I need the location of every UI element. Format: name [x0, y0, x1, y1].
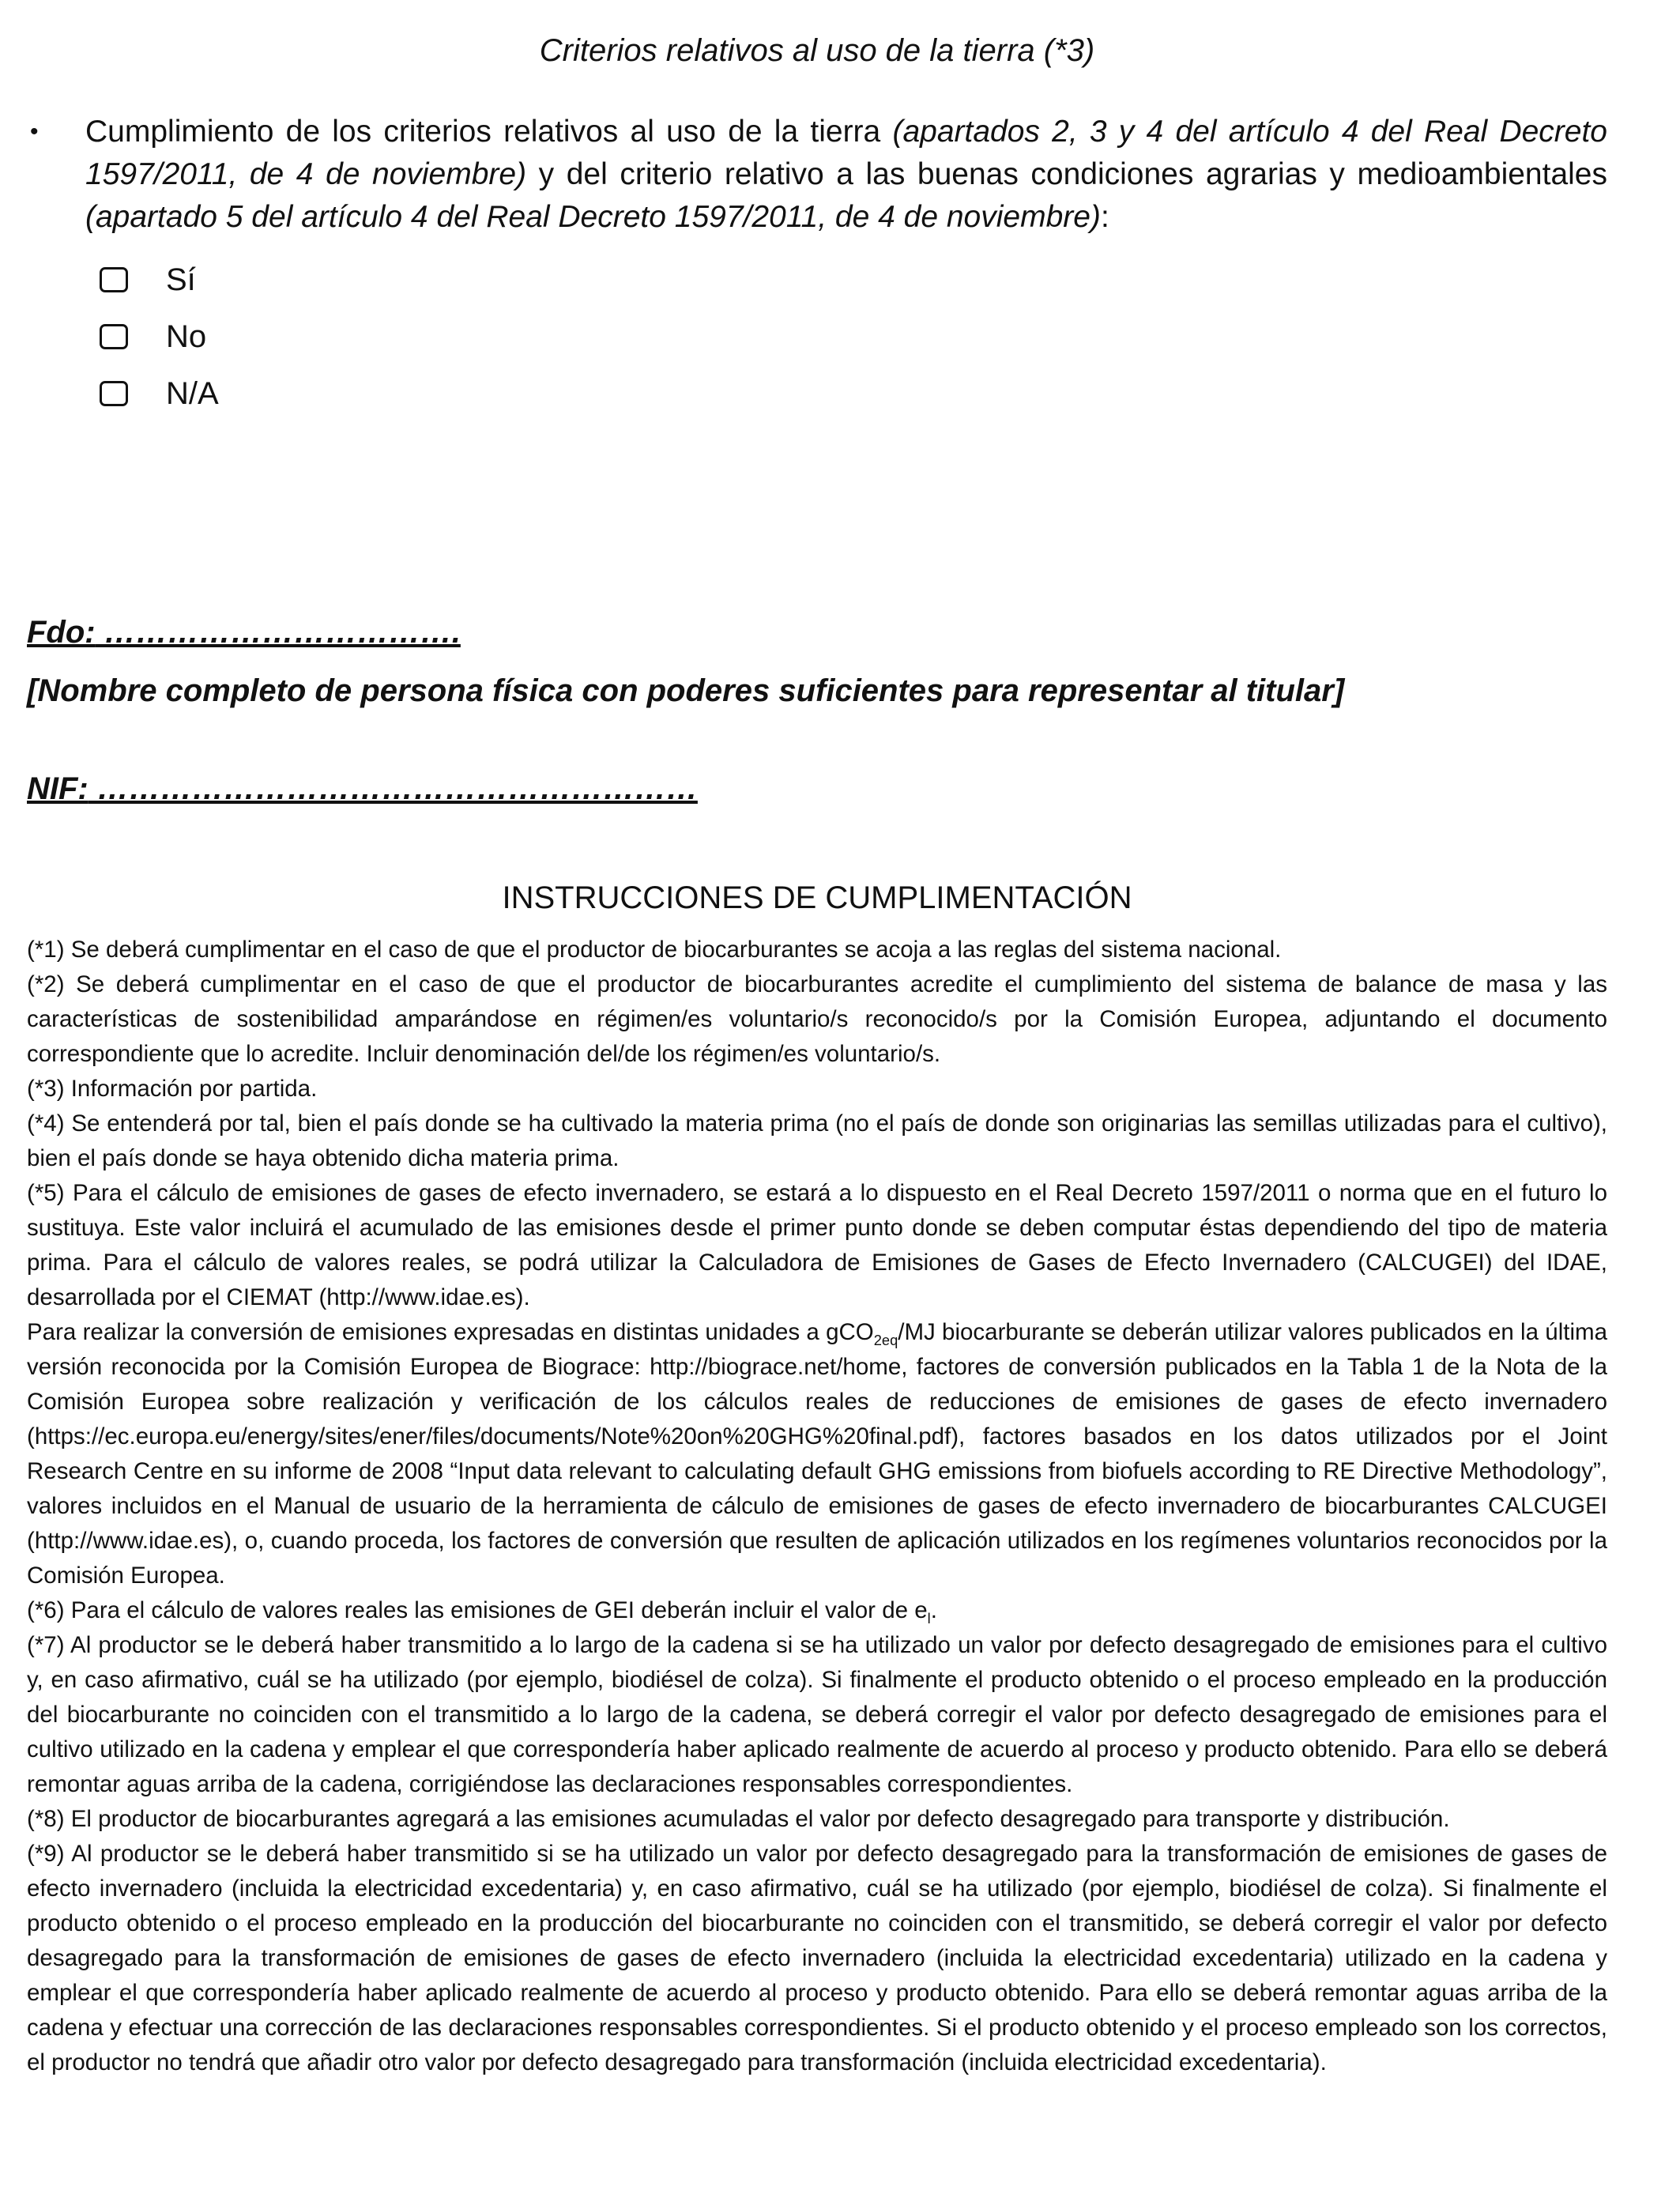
- criteria-text-colon: :: [1100, 200, 1109, 234]
- fdo-label: Fdo:: [27, 615, 96, 650]
- note-5-conversion-post: /MJ biocarburante se deberán utilizar valores publicados en la última versión reconocida por la Comisión Europea de Biograce: http://biograce.net/home, factores de conversión publicados en la Tabla 1 de la Nota de la Comisión Europea sobre realización y verificación de los cálculos reales de reducciones de emisiones de gases de efecto invernadero (https://ec.europa.eu/energy/sites/ener/files/documents/Note%20on%20GHG%20final.pdf), factores basados en los datos utilizados por el Joint Research Centre en su informe de 2008 “Input data relevant to calculating default GHG emissions from biofuels according to RE Directive Methodology”, valores incluidos en el Manual de usuario de la herramienta de cálculo de emisiones de gases de efecto invernadero de biocarburantes CALCUGEI (http://www.idae.es), o, cuando proceda, los factores de conversión que resulten de aplicación utilizados en los regímenes voluntarios reconocidos por la Comisión Europea.: [27, 1319, 1607, 1589]
- nif-label: NIF:: [27, 771, 89, 806]
- checkbox-icon[interactable]: [100, 267, 128, 292]
- criteria-reference-1: (apartados 2, 3 y 4 del artículo 4 del Real Decreto 1597/2011, de 4 de noviembre): [85, 115, 1607, 191]
- nif-line: [27, 767, 1607, 811]
- bullet-icon: •: [30, 119, 39, 145]
- answer-options: [100, 251, 219, 422]
- criteria-text: [85, 111, 1607, 239]
- option-label: N/A: [166, 375, 219, 411]
- note-9: (*9) Al productor se le deberá haber transmitido si se ha utilizado un valor por defecto desagregado para la transformación de emisiones de gases de efecto invernadero (incluida la electricidad excedentaria) y, en caso afirmativo, cuál se ha utilizado (por ejemplo, biodiésel de colza). Si finalmente el producto obtenido o el proceso empleado en la producción del biocarburante no coinciden con el transmitido, se deberá corregir el valor por defecto desagregado para la transformación de emisiones de gases de efecto invernadero (incluida la electricidad excedentaria) utilizado en la cadena y emplear el que correspondería haber aplicado realmente de acuerdo al proceso y producto obtenido. Para ello se deberá remontar aguas arriba de la cadena y efectuar una corrección de las declaraciones responsables correspondientes. Si el producto obtenido y el proceso empleado son los correctos, el productor no tendrá que añadir otro valor por defecto desagregado para transformación (incluida electricidad excedentaria).: [27, 1841, 1607, 2075]
- note-5: (*5) Para el cálculo de emisiones de gases de efecto invernadero, se estará a lo dispuesto en el Real Decreto 1597/2011 o norma que en el futuro lo sustituya. Este valor incluirá el acumulado de las emisiones desde el primer punto donde se deben computar éstas dependiendo del tipo de materia prima. Para el cálculo de valores reales, se podrá utilizar la Calculadora de Emisiones de Gases de Efecto Invernadero (CALCUGEI) del IDAE, desarrollada por el CIEMAT (http://www.idae.es).: [27, 1180, 1607, 1310]
- note-8: (*8) El productor de biocarburantes agregará a las emisiones acumuladas el valor por defecto desagregado para transporte y distribución.: [27, 1806, 1450, 1832]
- note-5-conversion: [27, 1315, 1607, 1593]
- note-5-conversion-sub: 2eq: [873, 1331, 898, 1348]
- section-title: Criterios relativos al uso de la tierra (*3): [539, 33, 1095, 68]
- signatory-name-placeholder: [Nombre completo de persona física con poderes suficientes para representar al titular]: [27, 673, 1345, 708]
- option-na[interactable]: [100, 365, 219, 422]
- checkbox-icon[interactable]: [100, 381, 128, 406]
- note-2: (*2) Se deberá cumplimentar en el caso de que el productor de biocarburantes acredite el cumplimiento del sistema de balance de masa y las características de sostenibilidad amparándose en régimen/es voluntario/s reconocido/s por la Comisión Europea, adjuntando el documento correspondiente que lo acredite. Incluir denominación del/de los régimen/es voluntario/s.: [27, 971, 1607, 1067]
- note-3: (*3) Información por partida.: [27, 1076, 318, 1102]
- option-no[interactable]: [100, 308, 219, 365]
- note-4: (*4) Se entenderá por tal, bien el país donde se ha cultivado la materia prima (no el país de donde son originarias las semillas utilizadas para el cultivo), bien el país donde se haya obtenido dicha materia prima.: [27, 1110, 1607, 1171]
- criteria-reference-2: (apartado 5 del artículo 4 del Real Decreto 1597/2011, de 4 de noviembre): [85, 200, 1101, 234]
- criteria-item: [27, 111, 1607, 239]
- nif-dots: …………………………………………………: [88, 771, 698, 806]
- criteria-text-part1: Cumplimiento de los criterios relativos al uso de la tierra: [85, 115, 893, 149]
- instructions-title: INSTRUCCIONES DE CUMPLIMENTACIÓN: [502, 880, 1132, 915]
- note-1: (*1) Se deberá cumplimentar en el caso de que el productor de biocarburantes se acoja a las reglas del sistema nacional.: [27, 937, 1282, 963]
- option-si[interactable]: [100, 251, 219, 308]
- note-5-conversion-pre: Para realizar la conversión de emisiones expresadas en distintas unidades a gCO: [27, 1319, 874, 1345]
- checkbox-icon[interactable]: [100, 324, 128, 349]
- fdo-dots: …………………………….: [95, 615, 461, 650]
- signature-line: [27, 610, 1607, 654]
- note-7: (*7) Al productor se le deberá haber transmitido a lo largo de la cadena si se ha utilizado un valor por defecto desagregado de emisiones para el cultivo y, en caso afirmativo, cuál se ha utilizado (por ejemplo, biodiésel de colza). Si finalmente el producto obtenido o el proceso empleado en la producción del biocarburante no coinciden con el transmitido a lo largo de la cadena, se deberá corregir el valor por defecto desagregado de emisiones para el cultivo utilizado en la cadena y emplear el que correspondería haber aplicado realmente de acuerdo al proceso y producto obtenido. Para ello se deberá remontar aguas arriba de la cadena, corrigiéndose las declaraciones responsables correspondientes.: [27, 1632, 1607, 1797]
- criteria-text-part3: y del criterio relativo a las buenas condiciones agrarias y medioambientales: [526, 157, 1607, 191]
- option-label: No: [166, 319, 207, 354]
- note-6-sub: l: [927, 1609, 931, 1627]
- instructions-notes: [27, 933, 1607, 2080]
- note-6: [27, 1593, 1607, 1628]
- note-6-pre: (*6) Para el cálculo de valores reales las emisiones de GEI deberán incluir el valor de e: [27, 1597, 928, 1623]
- option-label: Sí: [166, 262, 196, 297]
- note-6-post: .: [930, 1597, 937, 1623]
